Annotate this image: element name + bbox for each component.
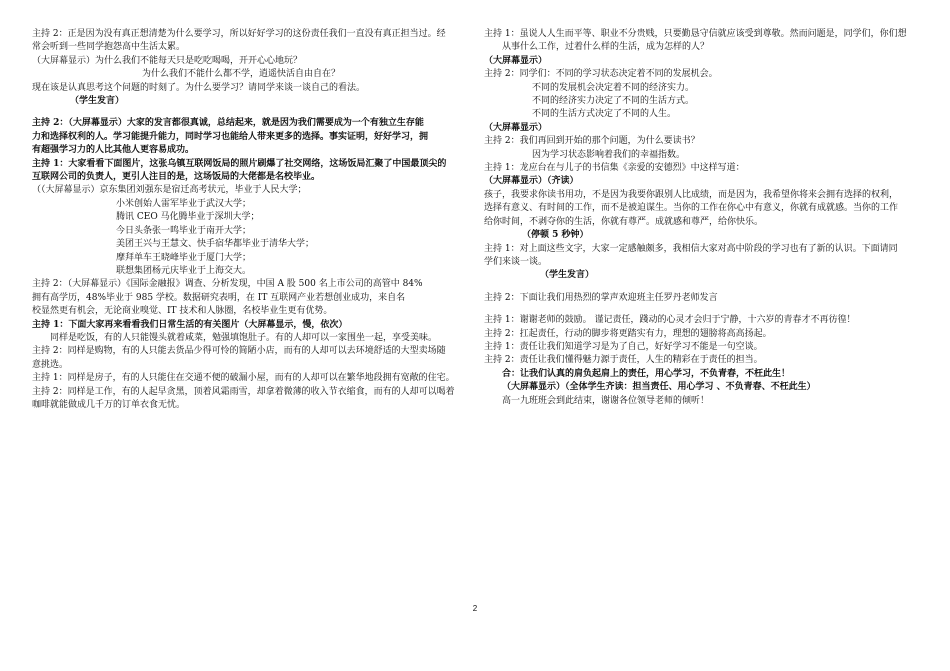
text-line: 高一九班班会到此结束，谢谢各位领导老师的倾听！ bbox=[502, 395, 710, 406]
text-line: 小米创始人雷军毕业于武汉大学； bbox=[116, 198, 252, 209]
text-line: 主持 1：同样是房子，有的人只能住在交通不便的破漏小屋，而有的人却可以在繁华地段拥有宽敞的住宅。 bbox=[32, 373, 455, 384]
text-line: （大屏幕显示） bbox=[484, 122, 548, 133]
text-line: 联想集团杨元庆毕业于上海交大。 bbox=[116, 265, 252, 276]
text-line: 给你时间，不剥夺你的生活，你就有尊严。成就感和尊严，给你快乐。 bbox=[484, 216, 764, 227]
text-line: 主持 2：责任让我们懂得魅力源于责任，人生的精彩在于责任的担当。 bbox=[484, 355, 763, 366]
left-column bbox=[32, 28, 470, 412]
text-line: 主持 2：我们再回到开始的那个问题，为什么要读书？ bbox=[484, 136, 700, 147]
text-line: 现在该是认真思考这个问题的时刻了。为什么要学习？请同学来谈一谈自己的看法。 bbox=[32, 82, 366, 93]
text-line: 不同的经济实力决定了不同的生活方式。 bbox=[532, 96, 695, 107]
text-line: （大屏幕显示）（全体学生齐读：担当责任、用心学习 、不负青春、不枉此生） bbox=[502, 382, 816, 393]
text-line: 校显然更有机会，无论商业嗅觉、IT 技术和人脉圈，名校毕业生更有优势。 bbox=[32, 306, 333, 317]
text-line: （大屏幕显示）为什么我们不能每天只是吃吃喝喝，开开心心地玩？ bbox=[32, 55, 303, 66]
text-line: 主持 1：对上面这些文字，大家一定感触颇多，我相信大家对高中阶段的学习也有了新的认识。下面请同 bbox=[484, 243, 898, 254]
text-line: （停顿 5 秒钟） bbox=[522, 230, 589, 241]
text-line: 孩子，我要求你读书用功，不是因为我要你跟别人比成绩，而是因为，我希望你将来会拥有选择的权利， bbox=[484, 189, 899, 200]
text-line: 拥有高学历，48%毕业于 985 学校。数据研究表明，在 IT 互联网产业若想创业成功，来自名 bbox=[32, 292, 406, 303]
text-line: 不同的发展机会决定着不同的经济实力。 bbox=[532, 82, 695, 93]
text-line: 不同的生活方式决定了不同的人生。 bbox=[532, 109, 677, 120]
text-line: 主持 2：同样是工作，有的人起早贪黑，顶着风霜雨雪，却拿着微薄的收入节衣缩食，而有的人却可以喝着 bbox=[32, 386, 455, 397]
text-line: 主持 1：下面大家再来看看我们日常生活的有关图片（大屏幕显示，慢，依次） bbox=[32, 319, 348, 330]
spacer bbox=[484, 283, 922, 292]
text-line: （大屏幕显示） bbox=[484, 55, 548, 66]
spacer bbox=[484, 305, 922, 314]
text-line: 主持 1：责任让我们知道学习是为了自己，好好学习不能是一句空谈。 bbox=[484, 341, 763, 352]
text-line: 互联网公司的负责人，更引人注目的是，这场饭局的大佬都是名校毕业。 bbox=[32, 172, 321, 183]
text-line: 学们来谈一谈。 bbox=[484, 256, 548, 267]
text-line: 同样是吃饭，有的人只能馒头就着咸菜，勉强填饱肚子。有的人却可以一家围坐一起，享受美味。 bbox=[50, 332, 438, 343]
text-line: 选择有意义、有时间的工作，而不是被迫谋生。当你的工作在你心中有意义，你就有成就感。当你的工作 bbox=[484, 203, 899, 214]
text-line: 主持 1：大家看看下面图片，这张乌镇互联网饭局的照片刷爆了社交网络，这场饭局汇聚了中国最顶尖的 bbox=[32, 158, 447, 169]
text-line: 主持 1：虽说人人生而平等、职业不分贵贱，只要勤恳守信就应该受到尊敬。然而问题是，同学们，你们想 bbox=[484, 29, 907, 39]
text-line: 摩拜单车王晓峰毕业于厦门大学； bbox=[116, 252, 252, 263]
spacer bbox=[32, 108, 470, 117]
text-line: 主持 2：同样是购物，有的人只能去货品少得可怜的简陋小店，而有的人却可以去环境舒适的大型卖场随 bbox=[32, 346, 446, 357]
text-line: 从事什么工作，过着什么样的生活，成为怎样的人？ bbox=[502, 42, 710, 53]
text-line: 意挑选。 bbox=[32, 359, 69, 370]
text-line: 常会听到一些同学抱怨高中生活太累。 bbox=[32, 42, 186, 53]
text-line: 主持 1：龙应台在与儿子的书信集《亲爱的安德烈》中这样写道： bbox=[484, 163, 745, 174]
text-line: （学生发言） bbox=[540, 270, 595, 281]
text-line: 为什么我们不能什么都不学，逍遥快活自由自在？ bbox=[142, 69, 341, 80]
text-line: 主持 2：同学们：不同的学习状态决定着不同的发展机会。 bbox=[484, 69, 718, 80]
text-line: （大屏幕显示）（齐读） bbox=[484, 176, 579, 187]
text-line: 腾讯 CEO 马化腾毕业于深圳大学； bbox=[116, 212, 260, 223]
text-line: 咖啡就能做成几千万的订单衣食无忧。 bbox=[32, 399, 186, 410]
text-line: 美团王兴与王慧文、快手宿华都毕业于清华大学； bbox=[116, 239, 315, 250]
text-line: 主持 2：扛起责任，行动的脚步将更踏实有力，理想的翅膀将高高扬起。 bbox=[484, 328, 772, 339]
text-line: 今日头条张一鸣毕业于南开大学； bbox=[116, 225, 252, 236]
text-line: 主持 2：（大屏幕显示）大家的发言都很真诚，总结起来，就是因为我们需要成为一个有独立生存能 bbox=[32, 118, 424, 129]
text-line: 合：让我们认真的肩负起肩上的责任，用心学习，不负青春，不枉此生！ bbox=[502, 368, 791, 379]
text-line: 主持 2：（大屏幕显示）《国际金融报》调查、分析发现，中国 A 股 500 名上市公司的高管中 84% bbox=[32, 279, 423, 290]
right-column bbox=[484, 28, 922, 408]
page-number: 2 bbox=[472, 604, 478, 613]
text-line: （学生发言） bbox=[70, 96, 125, 107]
text-line: 有超强学习力的人比其他人更容易成功。 bbox=[32, 145, 195, 156]
text-line: （（大屏幕显示）京东集团刘强东是宿迁高考状元，毕业于人民大学； bbox=[32, 185, 307, 196]
text-line: 力和选择权利的人。学习能提升能力，同时学习也能给人带来更多的选择。事实证明，好好学习，拥 bbox=[32, 131, 429, 142]
text-line: 因为学习状态影响着我们的幸福指数。 bbox=[532, 149, 686, 160]
text-line: 主持 2：正是因为没有真正想清楚为什么要学习，所以好好学习的这份责任我们一直没有真正担当过。经 bbox=[32, 29, 446, 39]
text-line: 主持 2：下面让我们用热烈的掌声欢迎班主任罗丹老师发言 bbox=[484, 292, 718, 303]
text-line: 主持 1：谢谢老师的鼓励。 谨记责任，踐动的心灵才会归于宁静，十六岁的青春才不再彷徨！ bbox=[484, 315, 856, 326]
